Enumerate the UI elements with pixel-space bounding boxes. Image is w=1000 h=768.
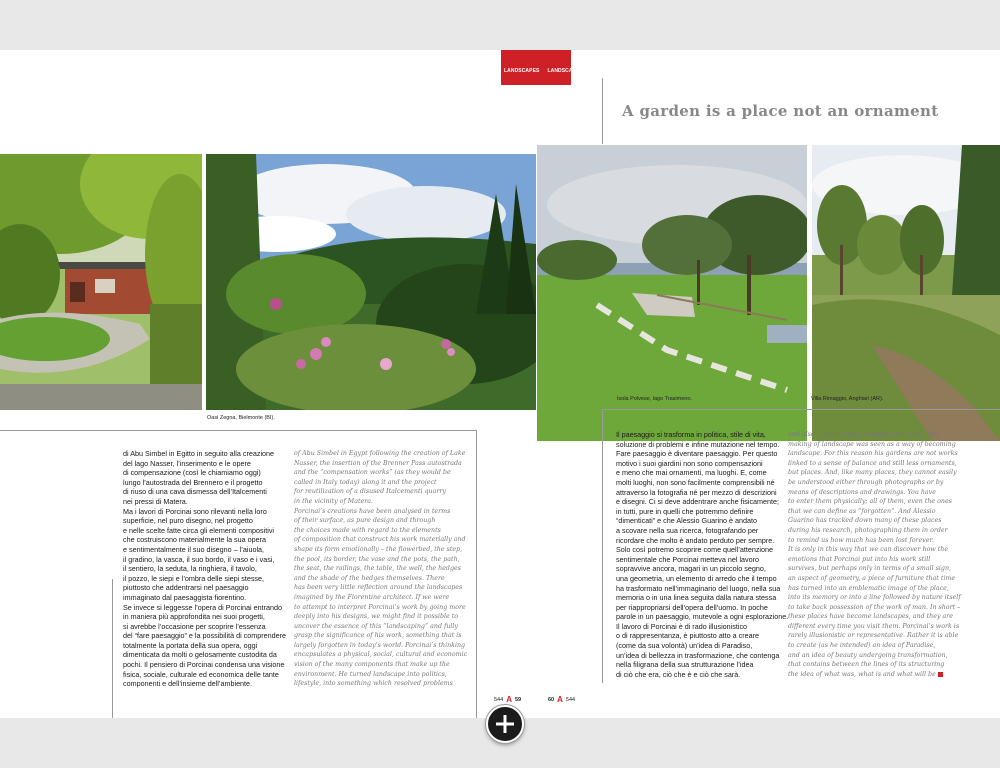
left-text-right-rule bbox=[476, 430, 477, 718]
text-line: ha trasformato nell’immaginario del luogo, nella sua bbox=[616, 583, 781, 593]
section-tag-left: LANDSCAPES bbox=[504, 68, 540, 74]
folio-right-page: 60 bbox=[548, 696, 555, 703]
text-line: il sentiero, la seduta, la ringhiera, il tavolo, bbox=[123, 564, 257, 574]
text-line: nei pressi di Matera. bbox=[123, 496, 188, 506]
text-line: componenti e dell’insieme dell’ambiente. bbox=[123, 679, 253, 689]
text-line: that contains between the lines of its structuring bbox=[788, 661, 945, 669]
text-line: di Abu Simbel in Egitto in seguito alla creazione bbox=[123, 449, 275, 458]
text-line: of composition that construct his work materially and bbox=[294, 536, 466, 544]
text-line: lifestyle, into something which resolved problems bbox=[294, 680, 453, 688]
text-line: superficie, nel puro disegno, nel progetto bbox=[123, 516, 253, 526]
text-line: dimenticata da molti o gelosamente custodita da bbox=[123, 650, 277, 660]
text-line: piuttosto che addentrarsi nel paesaggio bbox=[123, 583, 249, 593]
text-line: lungo l’autostrada del Brennero e il progetto bbox=[123, 477, 263, 487]
add-button[interactable] bbox=[486, 705, 524, 743]
text-line: Se invece si leggesse l’opera di Porcinai entrando bbox=[123, 602, 283, 612]
text-line: to remind us how much has been lost forever. bbox=[788, 536, 934, 544]
text-line: “dimenticati” e che Alessio Guarino è andato bbox=[616, 516, 758, 526]
viewer-top-bar bbox=[0, 0, 1000, 50]
article-title: A garden is a place not an ornament bbox=[622, 102, 939, 120]
text-line: immaginato dal paesaggista fiorentino. bbox=[123, 592, 247, 602]
text-line: o di rappresentanza, è piuttosto atto a creare bbox=[616, 631, 760, 641]
text-line: has turned into an emblematic image of the place, bbox=[788, 584, 949, 592]
text-line: but places. And, like many places, they cannot easily bbox=[788, 469, 957, 477]
text-line: memoria o in una linea seguita dalla natura stessa bbox=[616, 593, 777, 603]
text-line: environment. He turned landscape into politics, bbox=[294, 670, 447, 678]
text-line: the seat, the railings, the table, the well, the hedges bbox=[294, 565, 461, 573]
folio-left bbox=[494, 695, 521, 704]
plus-icon bbox=[494, 713, 516, 735]
right-text-top-rule bbox=[603, 409, 1000, 410]
text-line: and the shade of the hedges themselves. There bbox=[294, 574, 445, 582]
text-line: different every time you visit them. Porcinai’s work is bbox=[788, 622, 960, 630]
text-line: sentimentale che Porcinai metteva nel lavoro bbox=[616, 554, 760, 564]
text-line: pochi. Il pensiero di Porcinai condensa una visione bbox=[123, 660, 285, 670]
text-line: to attempt to interpret Porcinai’s work by going more bbox=[294, 603, 466, 611]
text-line: uncover the essence of this “landscaping” and fully bbox=[294, 622, 458, 630]
text-line: for reutilization of a disused Italcementi quarry bbox=[294, 488, 446, 496]
text-line: Ma i lavori di Porcinai sono rilevanti nella loro bbox=[123, 506, 267, 516]
left-text-top-rule bbox=[0, 430, 476, 431]
text-line: una geometria, un elemento di arredo che il tempo bbox=[616, 573, 777, 583]
text-line: in maniera più approfondita nei suoi progetti, bbox=[123, 612, 265, 622]
right-text-left-rule bbox=[602, 409, 603, 683]
text-line: rarely illusionistic or representative. Rather it is able bbox=[788, 632, 959, 640]
text-line: of their surface, as pure design and through bbox=[294, 517, 436, 525]
text-line: Il lavoro di Porcinai è di rado illusionistico bbox=[616, 621, 748, 631]
text-line: il pozzo, le siepi e l’ombra delle siepi stesse, bbox=[123, 573, 265, 583]
text-line: in tutti, pure in quelli che potremmo definire bbox=[616, 506, 754, 516]
text-line: to create (as he intended) an idea of Paradise, bbox=[788, 642, 936, 650]
text-line: and also a feature that changed over time. The bbox=[788, 431, 938, 438]
caption-villa-rimaggio: Villa Rimaggio, Anghiari (AR). bbox=[811, 396, 884, 402]
caption-isola-polvese: Isola Polvese, lago Trasimeno. bbox=[617, 396, 692, 402]
caption-oasi-zegna: Oasi Zegna, Bielmonte (BI). bbox=[207, 415, 275, 421]
text-line: nella filigrana della sua strutturazione l’idea bbox=[616, 660, 754, 670]
text-line: in the vicinity of Matera. bbox=[294, 497, 374, 505]
text-line: motivo i suoi giardini non sono compensazioni bbox=[616, 458, 763, 468]
photo-oasi-zegna bbox=[206, 154, 536, 410]
folio-left-page: 59 bbox=[514, 696, 522, 703]
logo-a-icon: A bbox=[506, 695, 512, 704]
text-line: un’idea di bellezza in trasformazione, che contenga bbox=[616, 650, 780, 660]
text-line: linked to a sense of balance and still less ornaments, bbox=[788, 459, 957, 467]
text-line: di ciò che era, ciò che è e ciò che sarà. bbox=[616, 669, 741, 679]
text-line: molti luoghi, non sono facilmente comprensibili né bbox=[616, 477, 775, 487]
text-line: encapsulates a physical, social, cultural and economic bbox=[294, 651, 468, 659]
text-line: largely forgotten in today’s world. Porcinai’s thinking bbox=[294, 641, 466, 649]
text-line: into its memory or into a line followed by nature itself bbox=[788, 594, 961, 602]
text-line: e nelle scelte fatte circa gli elementi compositivi bbox=[123, 525, 275, 535]
magazine-spread bbox=[0, 50, 1000, 718]
text-line: totalmente la portata della sua opera, oggi bbox=[123, 640, 258, 650]
text-line: Il paesaggio si trasforma in politica, stile di vita, bbox=[616, 430, 766, 439]
folio-left-total: 544 bbox=[494, 696, 504, 703]
text-line: shape its form emotionally – the flowerbed, the step, bbox=[294, 545, 463, 553]
end-mark-icon bbox=[938, 672, 943, 677]
text-line: del lago Nasser, l’inserimento e le opere bbox=[123, 458, 251, 468]
text-line: and an idea of beauty undergoing transformation, bbox=[788, 651, 948, 659]
text-line: Nasser, the insertion of the Brenner Pass autostrada bbox=[294, 459, 462, 467]
left-column-english bbox=[294, 449, 474, 689]
folio-right-total: 544 bbox=[565, 696, 576, 703]
text-line: that we can define as “forgotten”. And Alessio bbox=[788, 507, 936, 515]
text-line: (come da sua volontà) un’idea di Paradiso, bbox=[616, 641, 753, 651]
section-tag bbox=[501, 50, 583, 85]
text-line: grasp the significance of his work, something that is bbox=[294, 632, 462, 640]
text-line: e sentimentalmente il suo disegno – l’aiuola, bbox=[123, 544, 265, 554]
photo-villa-lawn bbox=[0, 154, 202, 410]
text-line: soluzione di problemi e infine mutazione nel tempo. bbox=[616, 439, 780, 449]
text-line: to enter them physically; all of them, even the ones bbox=[788, 498, 952, 506]
text-line: Guarino has tracked down many of these places bbox=[788, 517, 942, 525]
text-line: the choices made with regard to the elements bbox=[294, 526, 441, 534]
text-line: to take back possession of the work of man. In short – bbox=[788, 603, 961, 611]
text-line: fisica, sociale, culturale ed economica delle tante bbox=[123, 669, 279, 679]
text-line: per riappropriarsi dell’opera dell’uomo. In poche bbox=[616, 602, 768, 612]
text-line: an aspect of geometry, a piece of furniture that time bbox=[788, 574, 956, 582]
text-line: during his research, photographing them in order bbox=[788, 526, 948, 534]
text-line: e meno che mai ornamenti, ma luoghi. E, come bbox=[616, 468, 767, 478]
text-line: survives, but perhaps only in terms of a small sign, bbox=[788, 565, 952, 573]
text-line: ricordare che molto è andato perduto per sempre. bbox=[616, 535, 775, 545]
left-text-left-rule bbox=[112, 579, 113, 718]
text-line: di riuso di una cava dismessa dell’Italcementi bbox=[123, 487, 267, 497]
text-line: Fare paesaggio è diventare paesaggio. Per questo bbox=[616, 449, 778, 459]
text-line: attraverso la fotografia né per mezzo di descrizioni bbox=[616, 487, 777, 497]
text-line: means of descriptions and drawings. You have bbox=[788, 488, 936, 496]
text-line: imagined by the Florentine architect. If we were bbox=[294, 593, 450, 601]
text-line: be understood either through photographs or by bbox=[788, 478, 944, 486]
text-line: a scovare nella sua ricerca, fotografando per bbox=[616, 525, 759, 535]
text-line: It is only in this way that we can discover how the bbox=[788, 546, 949, 554]
text-line: e disegni. Ci si deve addentrare anche fisicamente; bbox=[616, 497, 780, 507]
text-line: Porcinai’s creations have been analysed in terms bbox=[294, 507, 451, 515]
title-rule bbox=[602, 78, 603, 144]
text-line: and the “compensation works” (as they would be bbox=[294, 469, 451, 477]
text-line: sopravvive ancora, magari in un piccolo segno, bbox=[616, 564, 766, 574]
text-line: di compensazione (così le chiamiamo oggi) bbox=[123, 468, 261, 478]
text-line: making of landscape was seen as a way of becoming bbox=[788, 440, 956, 448]
text-line: si avrebbe l’occasione per scoprire l’essenza bbox=[123, 621, 266, 631]
logo-a-icon: A bbox=[557, 695, 563, 704]
text-line: deeply into his designs, we might find it possible to bbox=[294, 613, 459, 621]
text-line: the pool, its border, the vase and the pots, the path, bbox=[294, 555, 460, 563]
text-line: these places have become landscapes, and they are bbox=[788, 613, 953, 621]
text-line: has been very little reflection around the landscapes bbox=[294, 584, 463, 592]
text-line: emotions that Porcinai put into his work still bbox=[788, 555, 931, 563]
folio-right bbox=[548, 695, 575, 704]
right-column-italian bbox=[616, 430, 791, 679]
text-line: of Abu Simbel in Egypt following the creation of Lake bbox=[294, 450, 466, 457]
text-line: il gradino, la vasca, il suo bordo, il vaso e i vasi, bbox=[123, 554, 275, 564]
section-tag-right: LANDSCAPES bbox=[547, 68, 583, 74]
text-line: called in Italy today) along it and the project bbox=[294, 478, 437, 486]
text-line: parole in un paesaggio, mutevole a ogni esplorazione. bbox=[616, 612, 789, 622]
left-column-italian bbox=[123, 449, 298, 689]
right-column-english bbox=[788, 430, 968, 679]
text-line: Solo così potremo scoprire come quell’attenzione bbox=[616, 545, 774, 555]
text-line: the idea of what was, what is and what will be bbox=[788, 670, 968, 680]
text-line: landscape. For this reason his gardens are not works bbox=[788, 450, 958, 458]
text-line: che costruiscono materialmente la sua opera bbox=[123, 535, 267, 545]
text-line: vision of the many components that make up the bbox=[294, 661, 450, 669]
text-line: del “fare paesaggio” e la possibilità di comprendere bbox=[123, 631, 287, 641]
